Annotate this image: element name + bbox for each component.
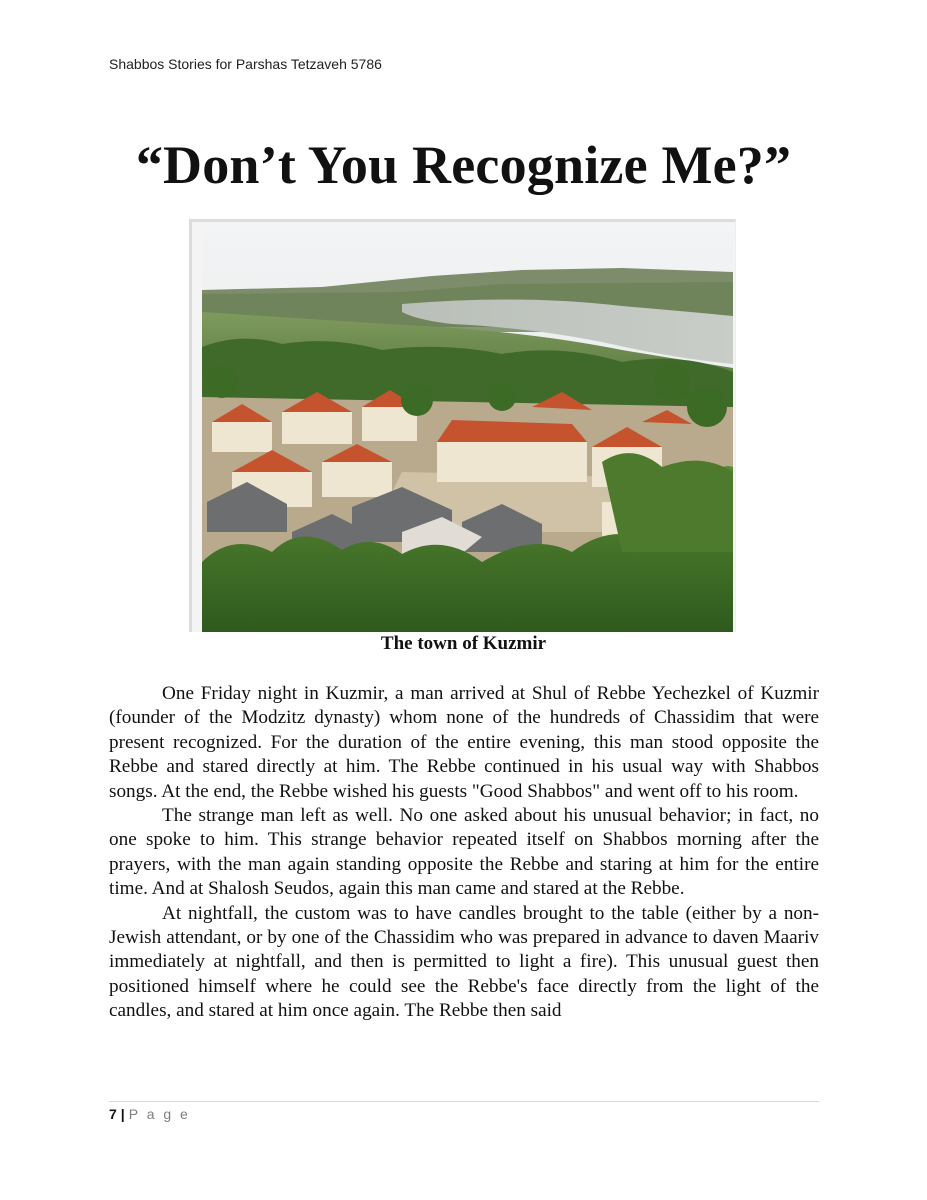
- page-footer: [109, 1106, 190, 1122]
- page-number: 7: [109, 1106, 117, 1122]
- story-title: “Don’t You Recognize Me?”: [135, 135, 792, 195]
- running-header: Shabbos Stories for Parshas Tetzaveh 5786: [109, 56, 382, 72]
- footer-separator: |: [120, 1106, 125, 1122]
- figure-caption: The town of Kuzmir: [380, 633, 547, 654]
- story-body: [109, 682, 819, 1024]
- page-label: P a g e: [128, 1106, 191, 1122]
- body-paragraph: One Friday night in Kuzmir, a man arrived at Shul of Rebbe Yechezkel of Kuzmir (founder of the Modzitz dynasty) whom none of the hundreds of Chassidim that were present recognized. For the duration of the entire evening, this man stood opposite the Rebbe and stared directly at him. The Rebbe continued in his usual way with Shabbos songs. At the end, the Rebbe wished his guests "Good Shabbos" and went off to his room.: [109, 683, 819, 802]
- body-paragraph: At nightfall, the custom was to have candles brought to the table (either by a non-Jewish attendant, or by one of the Chassidim who was prepared in advance to daven Maariv immediately at nightfall, and then is permitted to light a fire). This unusual guest then positioned himself where he could see the Rebbe's face directly from the light of the candles, and stared at him once again. The Rebbe then said: [109, 902, 819, 1022]
- body-paragraph: The strange man left as well. No one asked about his unusual behavior; in fact, no one spoke to him. This strange behavior repeated itself on Shabbos morning after the prayers, with the man again standing opposite the Rebbe and staring at him for the entire time. And at Shalosh Seudos, again this man came and stared at the Rebbe.: [109, 805, 819, 900]
- footer-divider: [109, 1101, 819, 1102]
- kuzmir-town-photo: [202, 232, 733, 632]
